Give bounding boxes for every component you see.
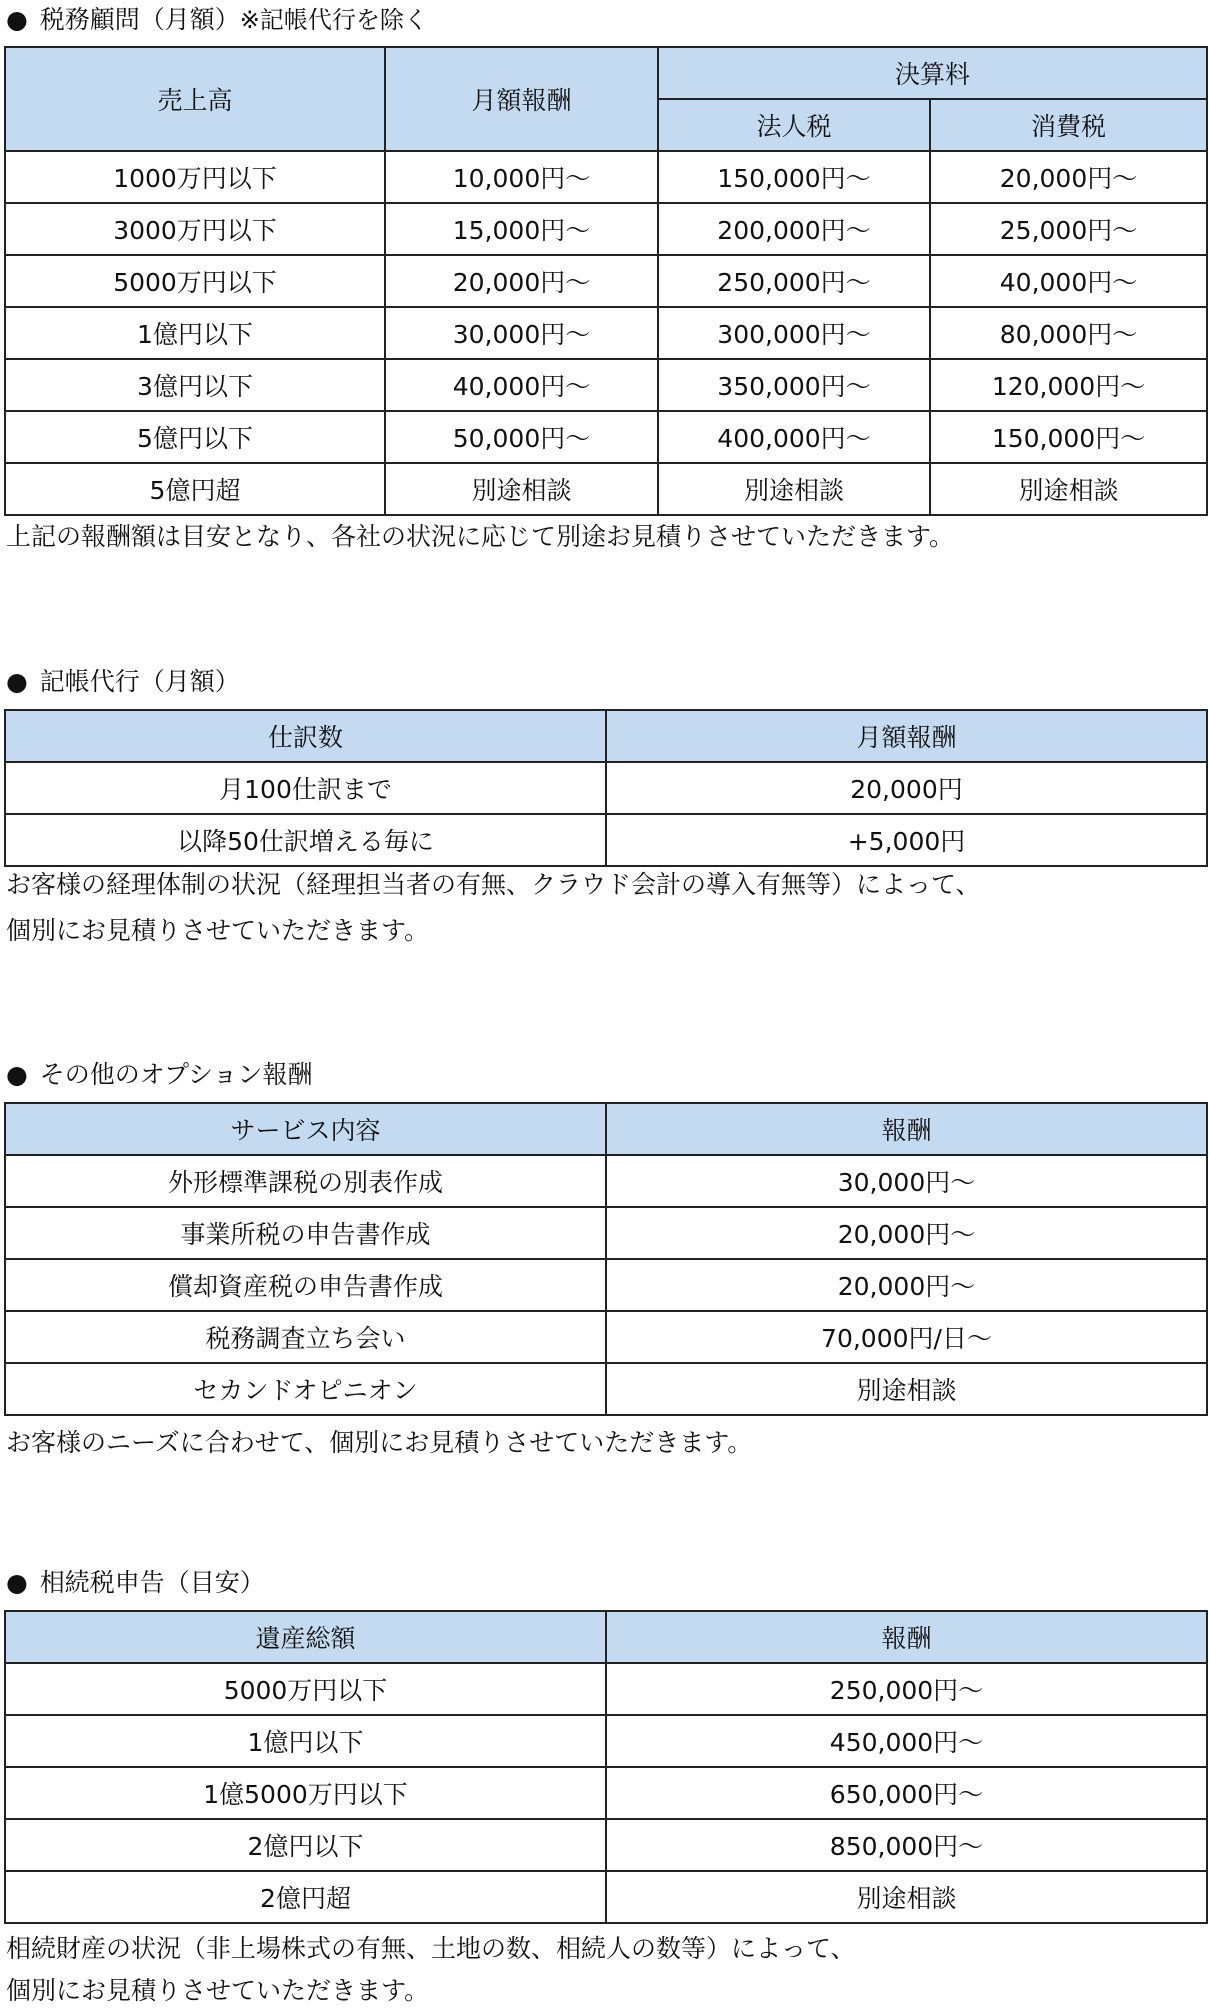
table-cell: 10,000円〜 [385, 151, 658, 203]
table-cell: 50,000円〜 [385, 411, 658, 463]
table-row [5, 151, 1207, 203]
option-table-body [5, 1155, 1207, 1415]
table-row [5, 307, 1207, 359]
header-shouhi: 消費税 [930, 99, 1207, 151]
table-row [5, 1155, 1207, 1207]
kichou-table [4, 709, 1208, 867]
table-cell: 1億円以下 [5, 1715, 606, 1767]
table-cell: 20,000円〜 [606, 1259, 1207, 1311]
table-cell: 月100仕訳まで [5, 762, 606, 814]
table-cell: 別途相談 [606, 1871, 1207, 1923]
option-heading [6, 1055, 313, 1095]
souzoku-note-line1: 相続財産の状況（非上場株式の有無、土地の数、相続人の数等）によって、 [6, 1934, 856, 1963]
table-row [5, 1363, 1207, 1415]
komon-title-note: ※記帳代行を除く [239, 6, 428, 34]
table-cell: 20,000円〜 [385, 255, 658, 307]
header-shiwake: 仕訳数 [5, 710, 606, 762]
table-cell: 事業所税の申告書作成 [5, 1207, 606, 1259]
header-souzoku-fee: 報酬 [606, 1611, 1207, 1663]
table-cell: 40,000円〜 [930, 255, 1207, 307]
table-cell: 850,000円〜 [606, 1819, 1207, 1871]
table-row [5, 814, 1207, 866]
table-cell: 3億円以下 [5, 359, 385, 411]
header-houjin: 法人税 [658, 99, 930, 151]
souzoku-table [4, 1610, 1208, 1924]
header-uriage: 売上高 [5, 47, 385, 151]
table-row [5, 762, 1207, 814]
table-cell: 250,000円〜 [606, 1663, 1207, 1715]
table-cell: 20,000円〜 [930, 151, 1207, 203]
table-cell: 別途相談 [606, 1363, 1207, 1415]
table-cell: 5000万円以下 [5, 1663, 606, 1715]
table-cell: 以降50仕訳増える毎に [5, 814, 606, 866]
header-kessan: 決算料 [658, 47, 1207, 99]
table-cell: 650,000円〜 [606, 1767, 1207, 1819]
table-cell: 30,000円〜 [385, 307, 658, 359]
table-cell: 150,000円〜 [658, 151, 930, 203]
kichou-heading [6, 662, 240, 702]
table-cell: 300,000円〜 [658, 307, 930, 359]
table-row [5, 255, 1207, 307]
komon-table [4, 46, 1208, 516]
table-cell: 1億5000万円以下 [5, 1767, 606, 1819]
table-cell: 別途相談 [658, 463, 930, 515]
table-cell: 5000万円以下 [5, 255, 385, 307]
kichou-title: 記帳代行（月額） [39, 667, 240, 696]
komon-table-body [5, 151, 1207, 515]
table-cell: 400,000円〜 [658, 411, 930, 463]
kichou-note-line1: お客様の経理体制の状況（経理担当者の有無、クラウド会計の導入有無等）によって、 [6, 870, 981, 899]
table-cell: 200,000円〜 [658, 203, 930, 255]
table-cell: 80,000円〜 [930, 307, 1207, 359]
header-service: サービス内容 [5, 1103, 606, 1155]
table-row [5, 1207, 1207, 1259]
table-cell: 税務調査立ち会い [5, 1311, 606, 1363]
komon-note: 上記の報酬額は目安となり、各社の状況に応じて別途お見積りさせていただきます。 [6, 522, 955, 551]
table-cell: 40,000円〜 [385, 359, 658, 411]
table-row [5, 1663, 1207, 1715]
table-cell: 別途相談 [385, 463, 658, 515]
bullet-icon: ● [6, 5, 28, 34]
souzoku-title: 相続税申告（目安） [39, 1568, 265, 1597]
souzoku-table-body [5, 1663, 1207, 1923]
table-cell: 1000万円以下 [5, 151, 385, 203]
table-cell: 2億円超 [5, 1871, 606, 1923]
komon-heading [6, 0, 428, 40]
option-note: お客様のニーズに合わせて、個別にお見積りさせていただきます。 [6, 1428, 753, 1457]
table-cell: 償却資産税の申告書作成 [5, 1259, 606, 1311]
table-cell: 5億円以下 [5, 411, 385, 463]
table-cell: 5億円超 [5, 463, 385, 515]
bullet-icon: ● [6, 667, 28, 696]
table-cell: 150,000円〜 [930, 411, 1207, 463]
header-monthly: 月額報酬 [385, 47, 658, 151]
table-row [5, 203, 1207, 255]
table-cell: 3000万円以下 [5, 203, 385, 255]
table-row [5, 411, 1207, 463]
table-row [5, 1715, 1207, 1767]
table-cell: 外形標準課税の別表作成 [5, 1155, 606, 1207]
table-cell: 250,000円〜 [658, 255, 930, 307]
table-cell: 30,000円〜 [606, 1155, 1207, 1207]
option-title: その他のオプション報酬 [39, 1060, 313, 1089]
header-monthly-fee: 月額報酬 [606, 710, 1207, 762]
souzoku-note-line2: 個別にお見積りさせていただきます。 [6, 1976, 430, 2005]
komon-title: 税務顧問（月額） [39, 5, 240, 34]
kichou-note-line2: 個別にお見積りさせていただきます。 [6, 916, 430, 945]
table-cell: 2億円以下 [5, 1819, 606, 1871]
table-cell: 25,000円〜 [930, 203, 1207, 255]
table-cell: セカンドオピニオン [5, 1363, 606, 1415]
bullet-icon: ● [6, 1060, 28, 1089]
table-cell: +5,000円 [606, 814, 1207, 866]
table-cell: 20,000円 [606, 762, 1207, 814]
table-row [5, 1311, 1207, 1363]
table-row [5, 463, 1207, 515]
table-cell: 1億円以下 [5, 307, 385, 359]
option-table [4, 1102, 1208, 1416]
table-row [5, 1819, 1207, 1871]
table-cell: 350,000円〜 [658, 359, 930, 411]
header-fee: 報酬 [606, 1103, 1207, 1155]
bullet-icon: ● [6, 1568, 28, 1597]
table-cell: 15,000円〜 [385, 203, 658, 255]
kichou-table-body [5, 762, 1207, 866]
table-row [5, 1259, 1207, 1311]
souzoku-heading [6, 1563, 265, 1603]
table-row [5, 1871, 1207, 1923]
table-cell: 20,000円〜 [606, 1207, 1207, 1259]
table-cell: 450,000円〜 [606, 1715, 1207, 1767]
table-row [5, 1767, 1207, 1819]
header-isan: 遺産総額 [5, 1611, 606, 1663]
table-row [5, 359, 1207, 411]
table-cell: 別途相談 [930, 463, 1207, 515]
table-cell: 70,000円/日〜 [606, 1311, 1207, 1363]
table-cell: 120,000円〜 [930, 359, 1207, 411]
